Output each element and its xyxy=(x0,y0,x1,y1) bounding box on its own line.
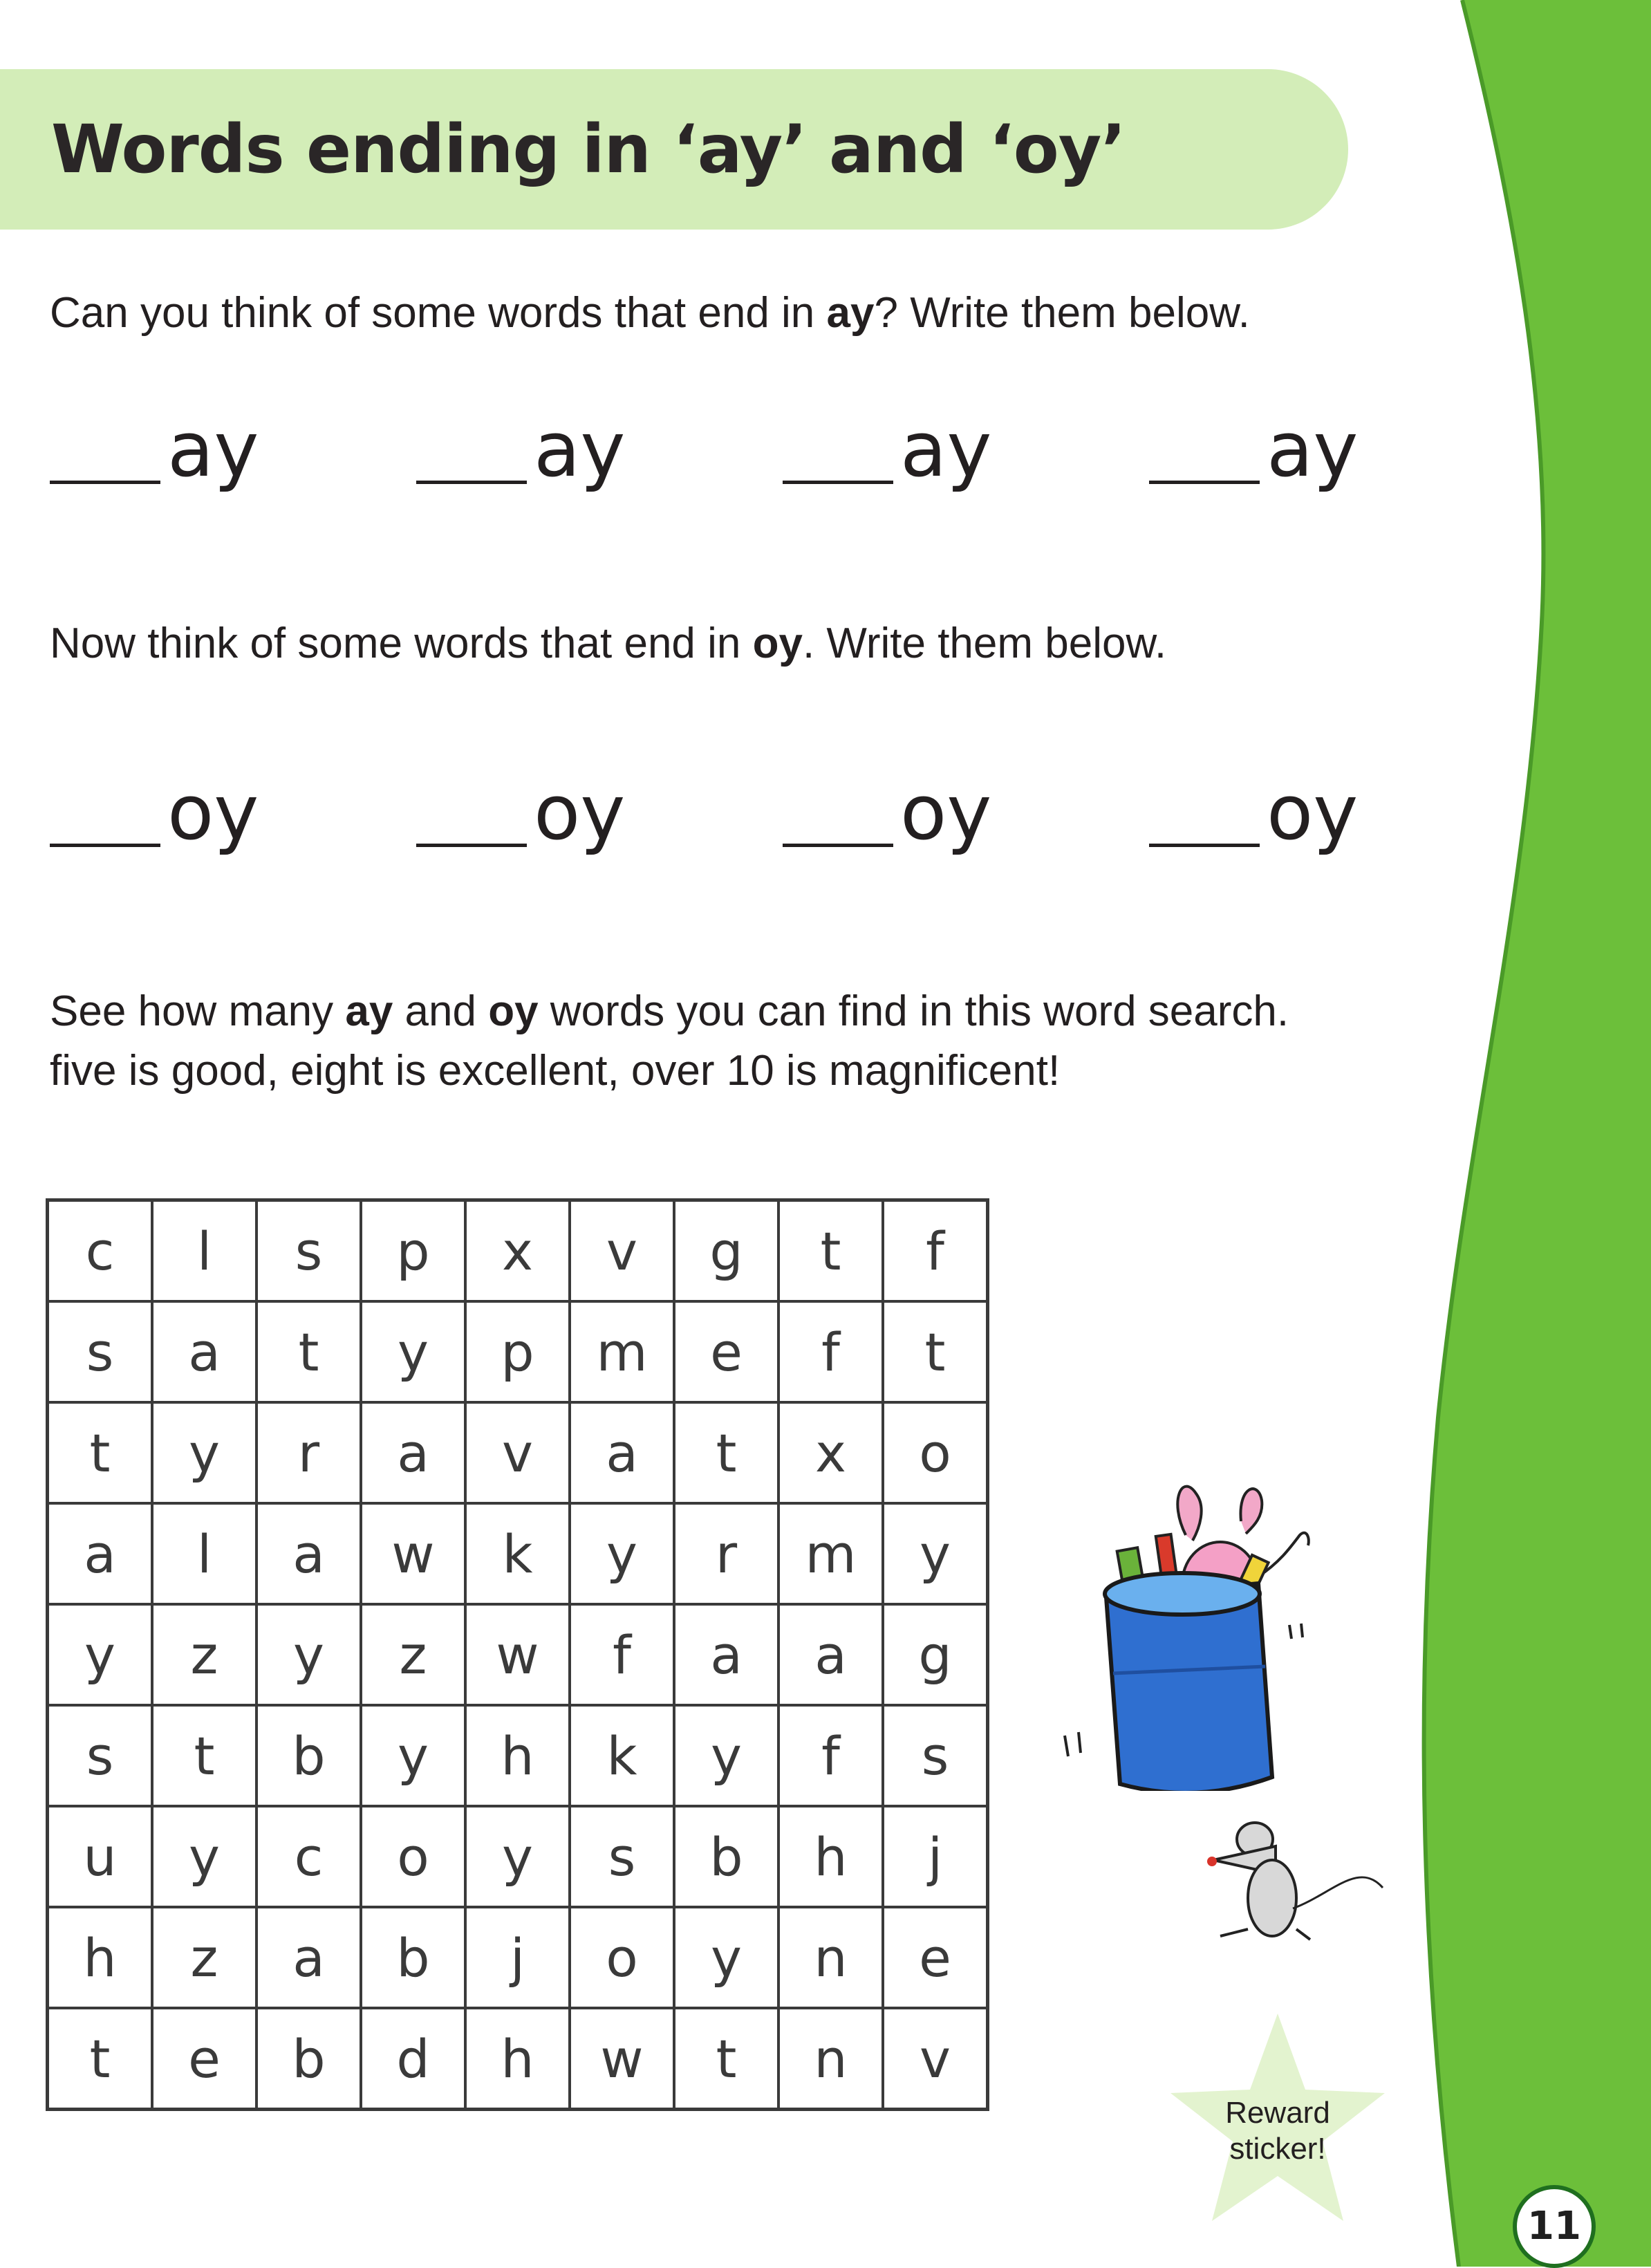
grid-cell[interactable]: a xyxy=(256,1503,361,1604)
grid-row xyxy=(48,1503,988,1604)
oy-blank[interactable]: oy xyxy=(783,768,1059,871)
grid-row xyxy=(48,1806,988,1907)
grid-cell[interactable]: a xyxy=(674,1604,778,1705)
grid-cell[interactable]: k xyxy=(465,1503,570,1604)
word-search-scoring: five is good, eight is excellent, over 10 is magnificent! xyxy=(50,1047,1061,1095)
grid-cell[interactable]: t xyxy=(674,1402,778,1503)
grid-cell[interactable]: y xyxy=(674,1907,778,2008)
page-number: 11 xyxy=(1513,2185,1596,2268)
mouse-illustration xyxy=(1200,1819,1393,1957)
grid-cell[interactable]: t xyxy=(674,2008,778,2110)
ay-blank-row xyxy=(50,405,1363,508)
grid-cell[interactable]: n xyxy=(778,2008,883,2110)
reward-sticker-label: Reward sticker! xyxy=(1225,2096,1330,2166)
grid-cell[interactable]: f xyxy=(778,1301,883,1402)
grid-cell[interactable]: l xyxy=(152,1200,256,1302)
grid-cell[interactable]: j xyxy=(465,1907,570,2008)
grid-cell[interactable]: s xyxy=(883,1705,988,1806)
grid-cell[interactable]: g xyxy=(883,1604,988,1705)
grid-cell[interactable]: t xyxy=(48,2008,153,2110)
grid-cell[interactable]: t xyxy=(256,1301,361,1402)
grid-cell[interactable]: m xyxy=(570,1301,674,1402)
grid-cell[interactable]: y xyxy=(883,1503,988,1604)
grid-row xyxy=(48,1200,988,1302)
grid-row xyxy=(48,1907,988,2008)
grid-cell[interactable]: t xyxy=(152,1705,256,1806)
grid-cell[interactable]: t xyxy=(48,1402,153,1503)
ay-blank[interactable]: ay xyxy=(783,405,1059,508)
grid-cell[interactable]: e xyxy=(152,2008,256,2110)
grid-cell[interactable]: s xyxy=(570,1806,674,1907)
pencil-pot-illustration xyxy=(1051,1459,1341,1791)
grid-cell[interactable]: m xyxy=(778,1503,883,1604)
grid-cell[interactable]: o xyxy=(883,1402,988,1503)
grid-cell[interactable]: y xyxy=(256,1604,361,1705)
grid-cell[interactable]: e xyxy=(883,1907,988,2008)
grid-cell[interactable]: a xyxy=(778,1604,883,1705)
grid-cell[interactable]: j xyxy=(883,1806,988,1907)
grid-cell[interactable]: f xyxy=(570,1604,674,1705)
grid-cell[interactable]: v xyxy=(465,1402,570,1503)
grid-cell[interactable]: a xyxy=(361,1402,465,1503)
grid-cell[interactable]: y xyxy=(361,1705,465,1806)
grid-cell[interactable]: w xyxy=(361,1503,465,1604)
grid-cell[interactable]: z xyxy=(152,1907,256,2008)
grid-cell[interactable]: h xyxy=(465,2008,570,2110)
grid-cell[interactable]: n xyxy=(778,1907,883,2008)
grid-cell[interactable]: k xyxy=(570,1705,674,1806)
grid-cell[interactable]: l xyxy=(152,1503,256,1604)
grid-row xyxy=(48,1301,988,1402)
oy-blank[interactable]: oy xyxy=(1149,768,1426,871)
grid-cell[interactable]: w xyxy=(570,2008,674,2110)
word-search-grid xyxy=(46,1198,989,2111)
grid-cell[interactable]: z xyxy=(152,1604,256,1705)
grid-cell[interactable]: v xyxy=(883,2008,988,2110)
ay-blank[interactable]: ay xyxy=(416,405,693,508)
grid-cell[interactable]: s xyxy=(256,1200,361,1302)
grid-cell[interactable]: p xyxy=(361,1200,465,1302)
grid-cell[interactable]: y xyxy=(152,1806,256,1907)
grid-cell[interactable]: t xyxy=(883,1301,988,1402)
grid-row xyxy=(48,1604,988,1705)
grid-cell[interactable]: r xyxy=(674,1503,778,1604)
oy-instruction: Now think of some words that end in oy. Write them below. xyxy=(50,620,1167,667)
ay-blank[interactable]: ay xyxy=(1149,405,1426,508)
grid-cell[interactable]: h xyxy=(48,1907,153,2008)
grid-cell[interactable]: u xyxy=(48,1806,153,1907)
grid-cell[interactable]: c xyxy=(256,1806,361,1907)
grid-cell[interactable]: p xyxy=(465,1301,570,1402)
grid-cell[interactable]: b xyxy=(256,1705,361,1806)
ay-instruction: Can you think of some words that end in ay? Write them below. xyxy=(50,289,1250,337)
grid-cell[interactable]: g xyxy=(674,1200,778,1302)
grid-cell[interactable]: y xyxy=(48,1604,153,1705)
grid-cell[interactable]: a xyxy=(570,1402,674,1503)
grid-cell[interactable]: z xyxy=(361,1604,465,1705)
grid-cell[interactable]: y xyxy=(465,1806,570,1907)
grid-cell[interactable]: y xyxy=(674,1705,778,1806)
ay-blank[interactable]: ay xyxy=(50,405,326,508)
grid-cell[interactable]: t xyxy=(778,1200,883,1302)
grid-cell[interactable]: a xyxy=(256,1907,361,2008)
grid-cell[interactable]: r xyxy=(256,1402,361,1503)
grid-cell[interactable]: s xyxy=(48,1301,153,1402)
oy-blank[interactable]: oy xyxy=(50,768,326,871)
oy-blank[interactable]: oy xyxy=(416,768,693,871)
grid-cell[interactable]: b xyxy=(256,2008,361,2110)
grid-cell[interactable]: y xyxy=(152,1402,256,1503)
grid-cell[interactable]: w xyxy=(465,1604,570,1705)
word-search-instruction: See how many ay and oy words you can find in this word search. five is good, eight is excellent, over 10 is magnificent! xyxy=(50,987,1289,1095)
grid-cell[interactable]: o xyxy=(570,1907,674,2008)
grid-cell[interactable]: e xyxy=(674,1301,778,1402)
grid-cell[interactable]: a xyxy=(48,1503,153,1604)
grid-cell[interactable]: d xyxy=(361,2008,465,2110)
grid-row xyxy=(48,1705,988,1806)
grid-cell[interactable]: x xyxy=(465,1200,570,1302)
grid-cell[interactable]: x xyxy=(778,1402,883,1503)
grid-cell[interactable]: s xyxy=(48,1705,153,1806)
grid-cell[interactable]: h xyxy=(778,1806,883,1907)
grid-cell[interactable]: f xyxy=(778,1705,883,1806)
grid-row xyxy=(48,1402,988,1503)
oy-blank-row xyxy=(50,768,1363,871)
grid-cell[interactable]: c xyxy=(48,1200,153,1302)
grid-cell[interactable]: b xyxy=(361,1907,465,2008)
grid-cell[interactable]: a xyxy=(152,1301,256,1402)
grid-cell[interactable]: b xyxy=(674,1806,778,1907)
grid-cell[interactable]: y xyxy=(570,1503,674,1604)
grid-row xyxy=(48,2008,988,2110)
grid-cell[interactable]: h xyxy=(465,1705,570,1806)
grid-cell[interactable]: y xyxy=(361,1301,465,1402)
grid-cell[interactable]: f xyxy=(883,1200,988,1302)
page-title: Words ending in ‘ay’ and ‘oy’ xyxy=(51,111,1126,188)
grid-cell[interactable]: o xyxy=(361,1806,465,1907)
grid-cell[interactable]: v xyxy=(570,1200,674,1302)
